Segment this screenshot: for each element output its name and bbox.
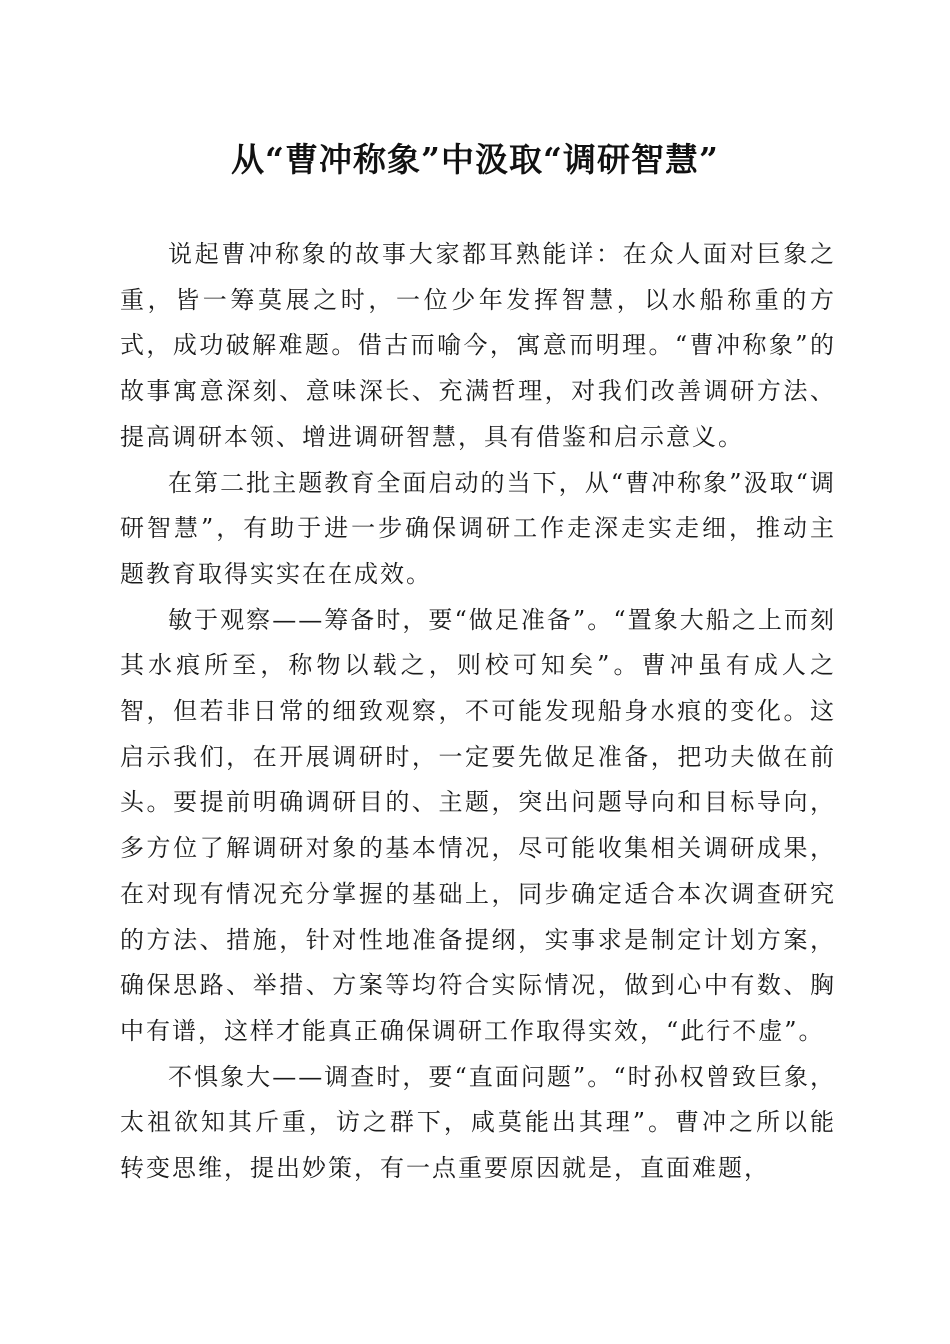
paragraph-face-problems: 不惧象大——调查时，要“直面问题”。“时孙权曾致巨象，太祖欲知其斤重，访之群下，咸莫能出其理”。曹冲之所以能转变思维，提出妙策，有一点重要原因就是，直面难题，: [120, 1062, 836, 1183]
paragraph-observation: 敏于观察——筹备时，要“做足准备”。“置象大船之上而刻其水痕所至，称物以载之，则校可知矣”。曹冲虽有成人之智，但若非日常的细致观察，不可能发现船身水痕的变化。这启示我们，在开展调研时，一定要先做足准备，把功夫做在前头。要提前明确调研目的、主题，突出问题导向和目标导向，多方位了解调研对象的基本情况，尽可能收集相关调研成果，在对现有情况充分掌握的基础上，同步确定适合本次调查研究的方法、措施，针对性地准备提纲，实事求是制定计划方案，确保思路、举措、方案等均符合实际情况，做到心中有数、胸中有谱，这样才能真正确保调研工作取得实效，“此行不虚”。: [120, 605, 836, 1045]
document-title: 从“曹冲称象”中汲取“调研智慧”: [231, 140, 719, 179]
document-body: [120, 232, 836, 1192]
paragraph-intro: 说起曹冲称象的故事大家都耳熟能详：在众人面对巨象之重，皆一筹莫展之时，一位少年发挥智慧，以水船称重的方式，成功破解难题。借古而喻今，寓意而明理。“曹冲称象”的故事寓意深刻、意味深长、充满哲理，对我们改善调研方法、提高调研本领、增进调研智慧，具有借鉴和启示意义。: [120, 240, 836, 451]
paragraph-context: 在第二批主题教育全面启动的当下，从“曹冲称象”汲取“调研智慧”，有助于进一步确保调研工作走深走实走细，推动主题教育取得实实在在成效。: [120, 468, 836, 588]
